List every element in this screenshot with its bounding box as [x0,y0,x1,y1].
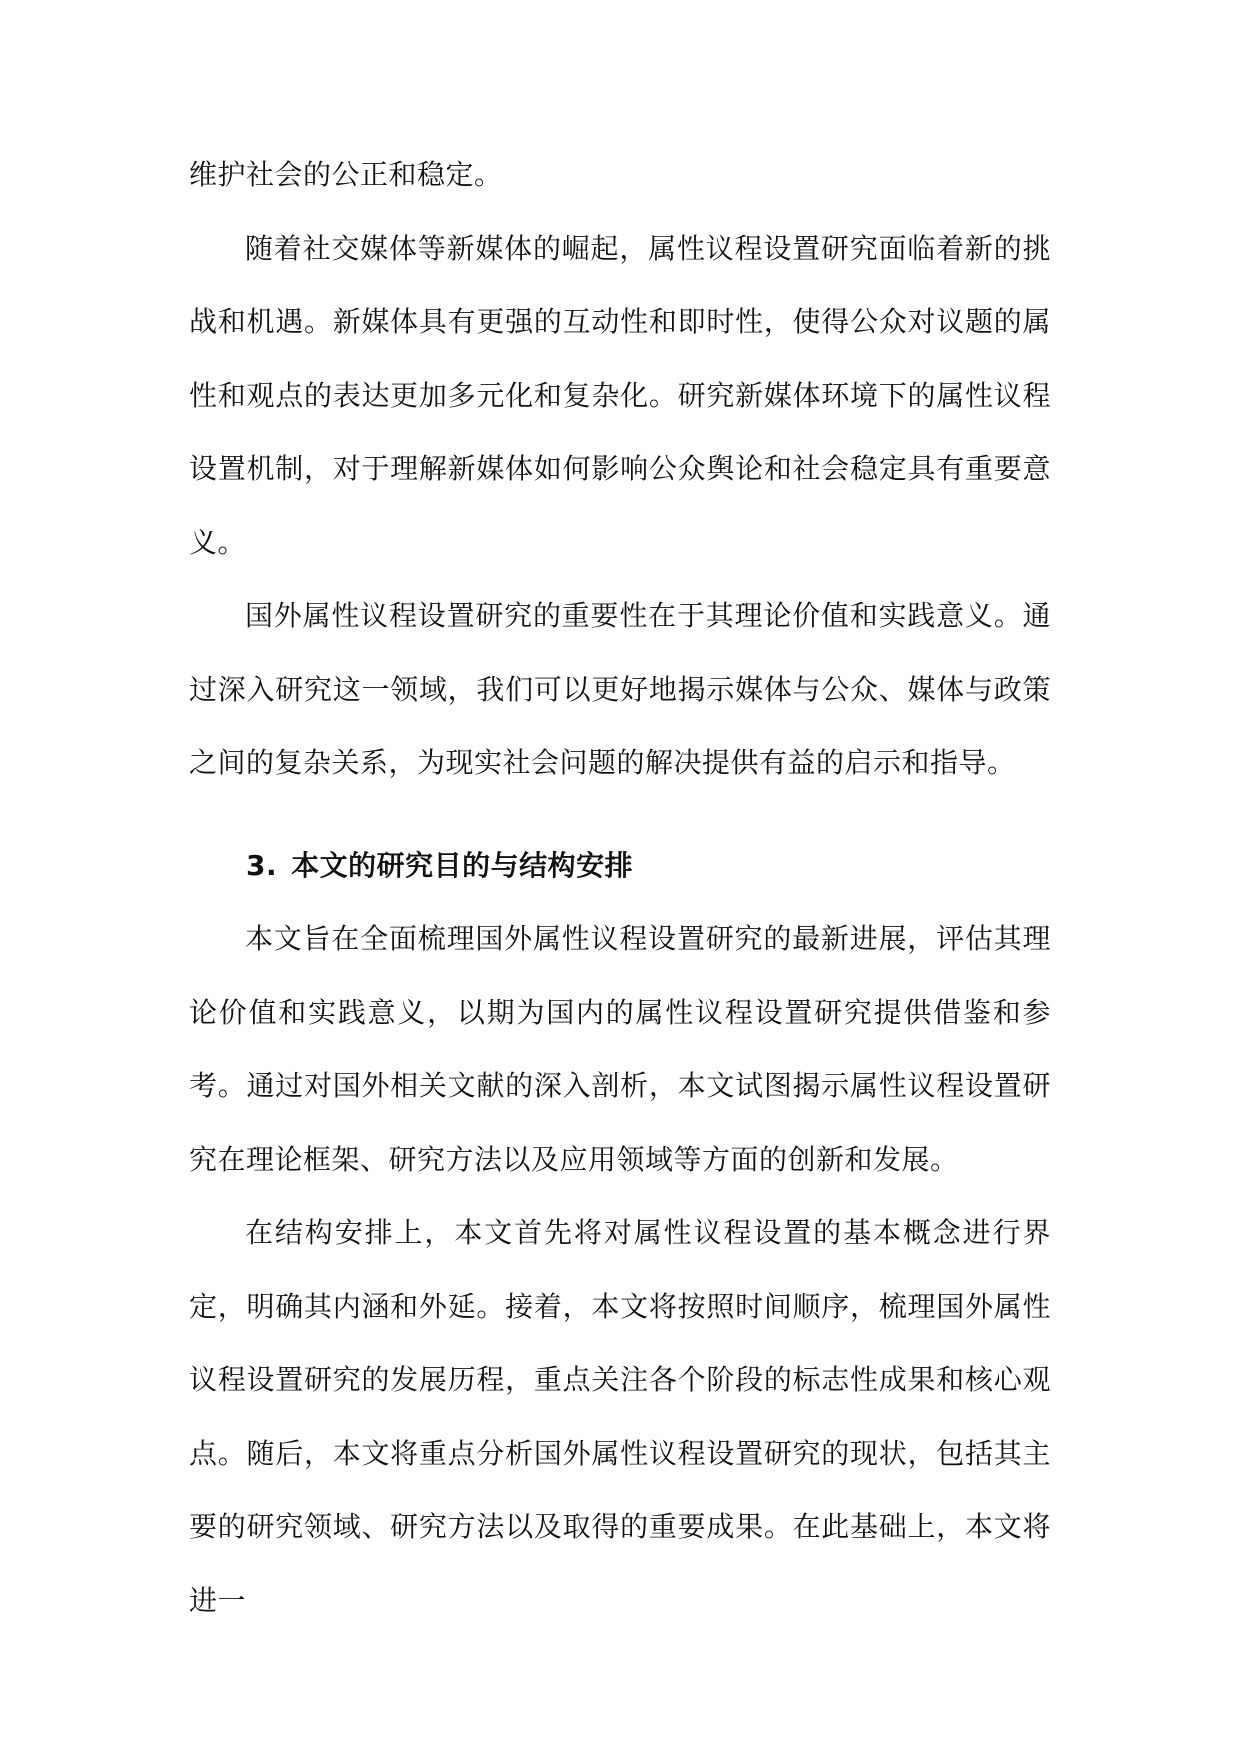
document-body [189,138,1051,1637]
paragraph-importance: 国外属性议程设置研究的重要性在于其理论价值和实践意义。通过深入研究这一领域，我们可以更好地揭示媒体与公众、媒体与政策之间的复杂关系，为现实社会问题的解决提供有益的启示和指导。 [189,599,1051,779]
paragraph-structure: 在结构安排上，本文首先将对属性议程设置的基本概念进行界定，明确其内涵和外延。接着，本文将按照时间顺序，梳理国外属性议程设置研究的发展历程，重点关注各个阶段的标志性成果和核心观点。随后，本文将重点分析国外属性议程设置研究的现状，包括其主要的研究领域、研究方法以及取得的重要成果。在此基础上，本文将进一 [189,1216,1051,1617]
section-heading [189,829,1051,903]
section-title: 本文的研究目的与结构安排 [291,848,634,882]
paragraph-continuation: 维护社会的公正和稳定。 [189,158,503,191]
paragraph-new-media: 随着社交媒体等新媒体的崛起，属性议程设置研究面临着新的挑战和机遇。新媒体具有更强的互动性和即时性，使得公众对议题的属性和观点的表达更加多元化和复杂化。研究新媒体环境下的属性议程设置机制，对于理解新媒体如何影响公众舆论和社会稳定具有重要意义。 [189,231,1051,559]
section-number: 3. [246,848,278,882]
paragraph-purpose: 本文旨在全面梳理国外属性议程设置研究的最新进展，评估其理论价值和实践意义，以期为国内的属性议程设置研究提供借鉴和参考。通过对国外相关文献的深入剖析，本文试图揭示属性议程设置研究在理论框架、研究方法以及应用领域等方面的创新和发展。 [189,922,1051,1176]
